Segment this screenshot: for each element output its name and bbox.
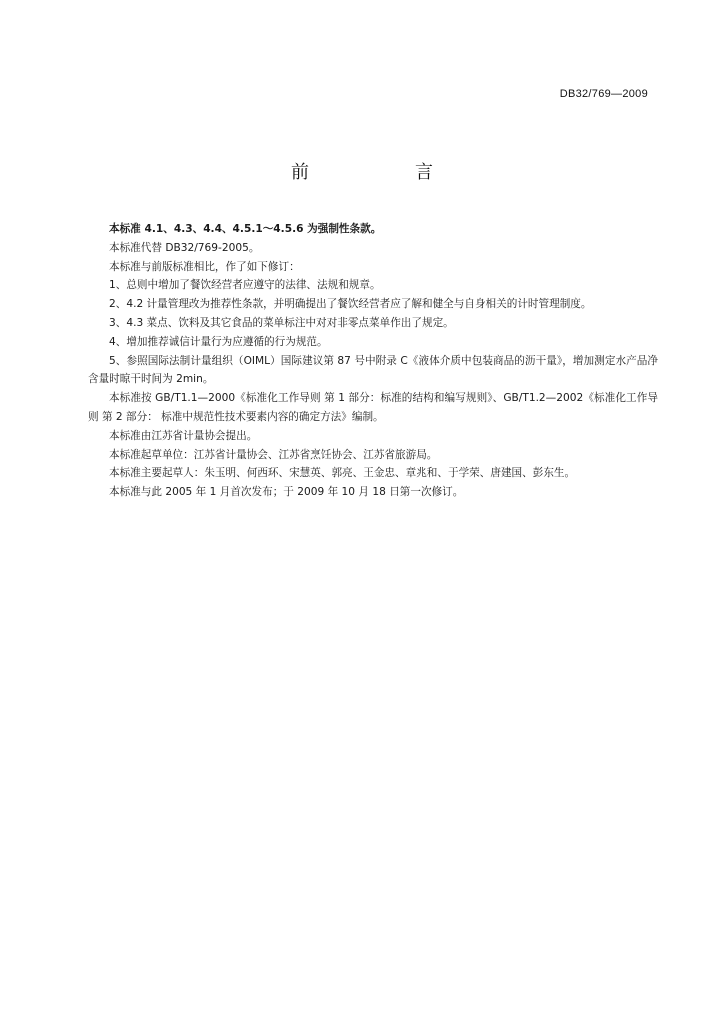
paragraph-drafting-rules: 本标准按 GB/T1.1—2000《标准化工作导则 第 1 部分：标准的结构和编写规则》、GB/T1.2—2002《标准化工作导则 第 2 部分： 标准中规范性技术要素内容的确定方法》编制。	[88, 392, 658, 423]
paragraph-release-history: 本标准与此 2005 年 1 月首次发布；于 2009 年 10 月 18 日第一次修订。	[109, 486, 464, 499]
paragraph-drafting-units: 本标准起草单位：江苏省计量协会、江苏省烹饪协会、江苏省旅游局。	[109, 448, 438, 461]
page-title: 前 言	[291, 162, 477, 183]
paragraph-revision-2: 2、4.2 计量管理改为推荐性条款，并明确提出了餐饮经营者应了解和健全与自身相关的计时管理制度。	[109, 298, 592, 311]
paragraph-revision-5: 5、参照国际法制计量组织（OIML）国际建议第 87 号中附录 C《液体介质中包装商品的沥干量》，增加测定水产品净含量时晾干时间为 2min。	[88, 354, 658, 386]
document-code: DB32/769—2009	[559, 88, 648, 100]
paragraph-revision-1: 1、总则中增加了餐饮经营者应遵守的法律、法规和规章。	[109, 279, 381, 292]
foreword-body	[88, 220, 658, 502]
paragraph-mandatory-clauses: 本标准 4.1、4.3、4.4、4.5.1～4.5.6 为强制性条款。	[109, 223, 382, 235]
paragraph-drafters: 本标准主要起草人：朱玉明、何西环、宋慧英、郭亮、王金忠、章兆和、于学荣、唐建国、彭东生。	[109, 467, 576, 480]
paragraph-replaces: 本标准代替 DB32/769-2005。	[109, 241, 260, 254]
paragraph-revision-3: 3、4.3 菜点、饮料及其它食品的菜单标注中对对非零点菜单作出了规定。	[109, 316, 454, 329]
paragraph-revision-4: 4、增加推荐诚信计量行为应遵循的行为规范。	[109, 335, 328, 348]
paragraph-proposer: 本标准由江苏省计量协会提出。	[109, 429, 258, 442]
paragraph-revisions-intro: 本标准与前版标准相比，作了如下修订：	[109, 260, 300, 273]
